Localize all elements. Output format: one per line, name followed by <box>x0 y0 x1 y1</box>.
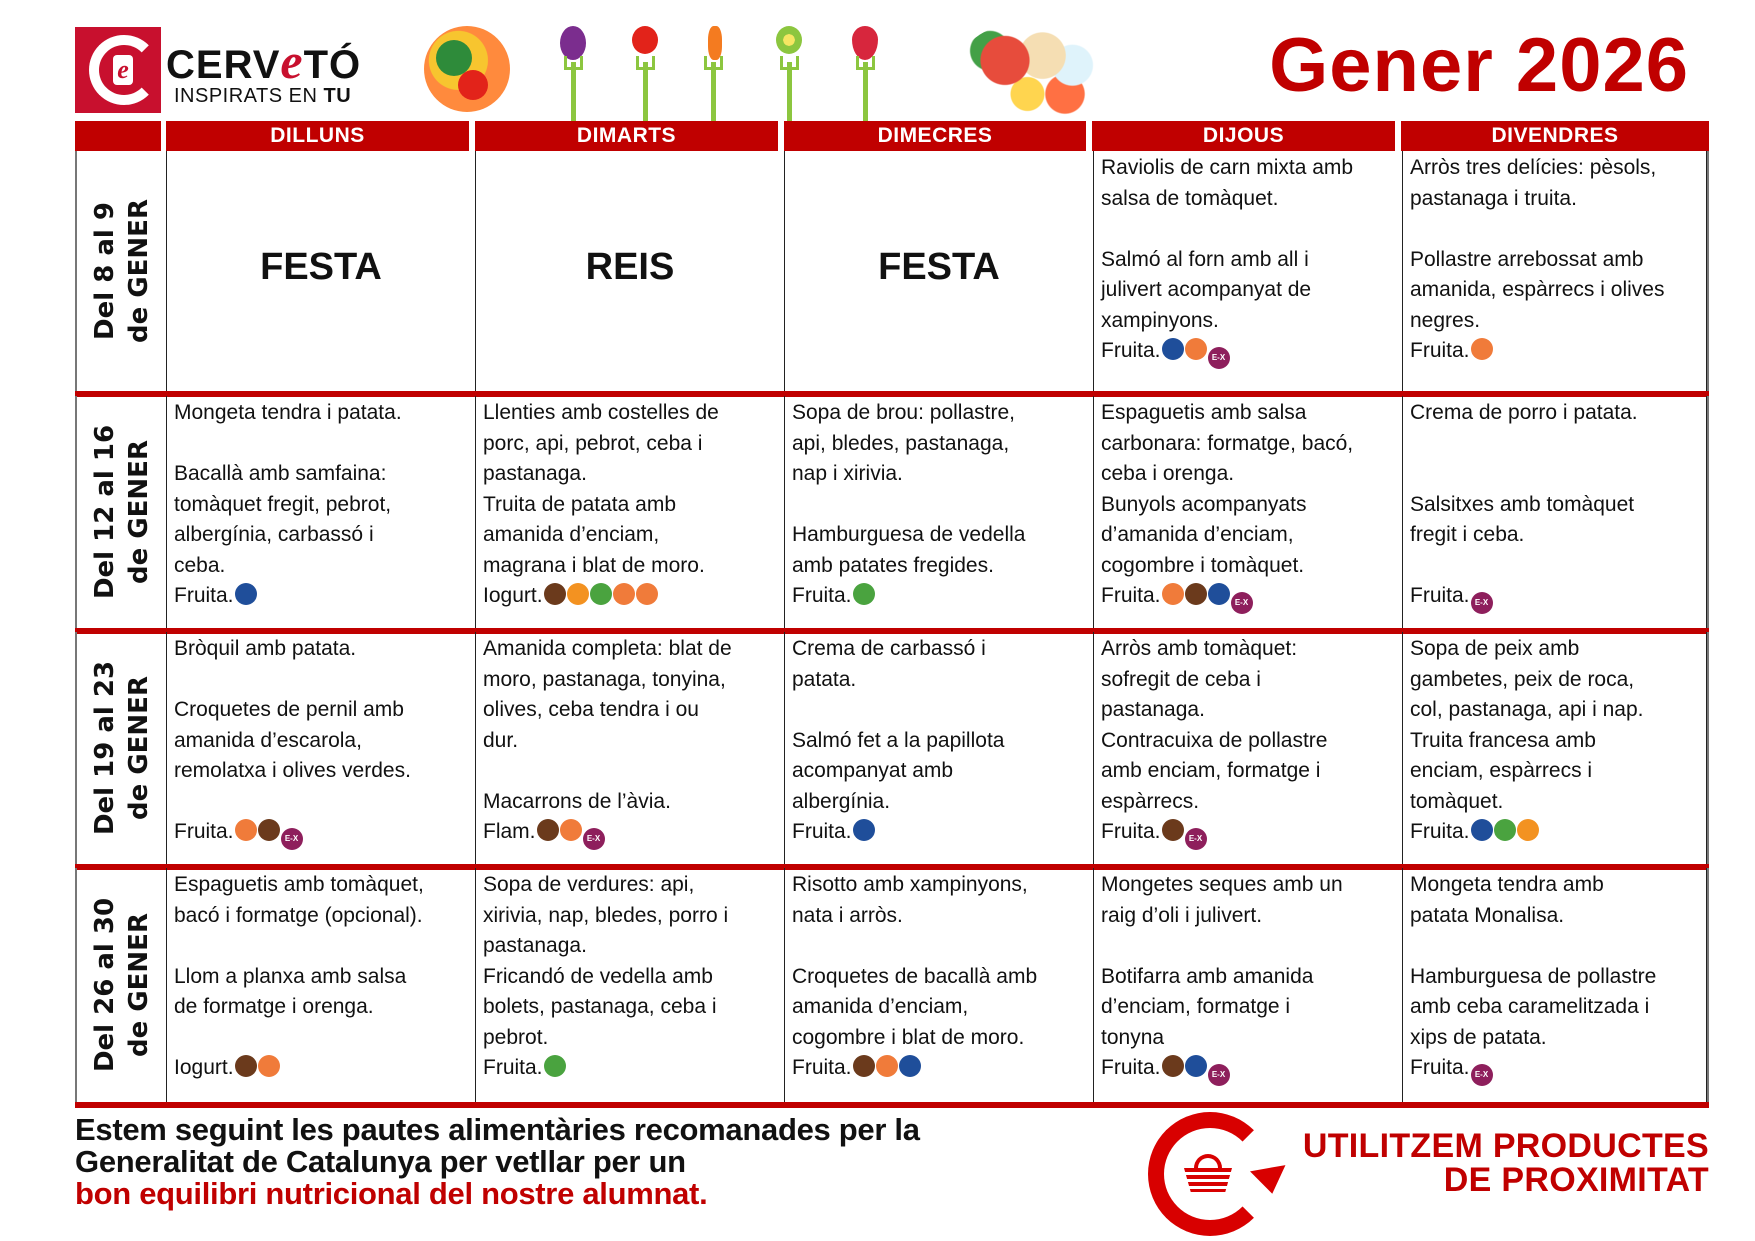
dish-line: porc, api, pebrot, ceba i <box>483 431 703 455</box>
week-row <box>75 632 1709 864</box>
allergen-sulfites-icon: E-X <box>1471 1064 1493 1086</box>
allergen-egg-icon <box>1517 819 1539 841</box>
menu-cell-friday <box>1403 151 1707 391</box>
nutrition-statement <box>75 1114 920 1210</box>
dish-line: Llenties amb costelles de <box>483 401 719 424</box>
dish-line: raig d’oli i julivert. <box>1101 903 1263 927</box>
allergen-milk-icon <box>235 1055 257 1077</box>
allergen-milk-icon <box>853 1055 875 1077</box>
dish-line: julivert acompanyat de <box>1101 278 1312 301</box>
dish-line <box>1410 429 1699 460</box>
menu-cell-thursday <box>1094 151 1403 391</box>
week-row <box>75 396 1709 628</box>
week-label <box>77 151 167 391</box>
allergen-milk-icon <box>1162 819 1184 841</box>
dish-line: Sopa de verdures: api, <box>483 873 695 896</box>
dish-line: Salmó al forn amb all i <box>1101 247 1309 271</box>
dish-line <box>792 931 1086 962</box>
dish-line <box>1410 459 1699 490</box>
dish-line <box>1101 931 1395 962</box>
dessert-line <box>792 581 1086 612</box>
dessert-label: Fruita. <box>1410 1056 1470 1079</box>
dish-line: Risotto amb xampinyons, <box>792 873 1028 896</box>
header-day-friday: DIVENDRES <box>1401 121 1709 151</box>
dessert-label: Fruita. <box>792 820 852 843</box>
week-range: Del 26 al 30 <box>89 897 120 1073</box>
dish-line: Espaguetis amb salsa <box>1101 401 1307 424</box>
allergen-fish-icon <box>1185 1055 1207 1077</box>
menu-cell-thursday <box>1094 868 1403 1102</box>
dessert-label: Flam. <box>483 820 536 843</box>
dish-line: Mongeta tendra amb <box>1410 873 1604 896</box>
dish-line: amb enciam, formatge i <box>1101 759 1321 782</box>
brand-tagline <box>174 85 351 108</box>
header-day-tuesday: DIMARTS <box>475 121 778 151</box>
basket-icon <box>1184 1154 1232 1190</box>
menu-cell-monday <box>167 632 476 864</box>
week-range: Del 19 al 23 <box>89 660 120 836</box>
menu-cell-tuesday <box>476 396 785 628</box>
dish-line: patata Monalisa. <box>1410 903 1565 927</box>
week-row <box>75 151 1709 391</box>
menu-cell-monday <box>167 868 476 1102</box>
week-label-text <box>88 661 156 835</box>
dish-line: Crema de porro i patata. <box>1410 401 1638 424</box>
dish-line: Macarrons de l’àvia. <box>483 789 671 813</box>
week-month: de GENER <box>123 199 154 343</box>
allergen-gluten-icon <box>1471 338 1493 360</box>
dessert-line <box>792 817 1086 848</box>
fork-eggplant-icon <box>558 24 588 124</box>
dish-line: xirivia, nap, bledes, porro i <box>483 903 729 927</box>
dish-line: Croquetes de bacallà amb <box>792 964 1038 988</box>
brand-name <box>166 32 361 90</box>
dish-line: sofregit de ceba i <box>1101 667 1261 691</box>
dish-line: albergínia. <box>792 789 891 813</box>
dessert-line <box>1410 1053 1699 1086</box>
dessert-line <box>1410 817 1699 848</box>
allergen-sulfites-icon: E-X <box>281 828 303 850</box>
menu-cell-tuesday <box>476 151 785 391</box>
menu-cell-monday <box>167 396 476 628</box>
allergen-fish-icon <box>1208 583 1230 605</box>
allergen-gluten-icon <box>1185 338 1207 360</box>
dish-line <box>1410 551 1699 582</box>
dish-line: Pollastre arrebossat amb <box>1410 247 1644 271</box>
menu-cell-friday <box>1403 632 1707 864</box>
dish-line: amanida, espàrrecs i olives <box>1410 278 1665 301</box>
dish-line: Llom a planxa amb salsa <box>174 964 407 988</box>
dish-line: cogombre i tomàquet. <box>1101 553 1305 577</box>
dish-line: Botifarra amb amanida <box>1101 964 1314 988</box>
dish-line <box>1410 931 1699 962</box>
dish-line: tomàquet fregit, pebrot, <box>174 492 392 516</box>
dessert-line <box>1101 1053 1395 1086</box>
table-header <box>75 121 1709 151</box>
week-label-text <box>88 898 156 1072</box>
dish-line <box>174 665 468 696</box>
dish-line: Sopa de peix amb <box>1410 637 1580 660</box>
menu-cell-thursday <box>1094 632 1403 864</box>
dish-line: salsa de tomàquet. <box>1101 186 1279 210</box>
dish-line: nata i arròs. <box>792 903 903 927</box>
statement-line-3: bon equilibri nutricional del nostre alumnat. <box>75 1176 708 1211</box>
dessert-label: Fruita. <box>792 1056 852 1079</box>
holiday-label: REIS <box>585 245 675 288</box>
holiday-label: FESTA <box>878 245 1000 288</box>
dish-line: Raviolis de carn mixta amb <box>1101 156 1354 179</box>
dish-line: Espaguetis amb tomàquet, <box>174 873 424 896</box>
brand-name-prefix: CERV <box>166 43 281 87</box>
menu-cell-thursday <box>1094 396 1403 628</box>
allergen-celery-icon <box>853 583 875 605</box>
dish-line: Hamburguesa de pollastre <box>1410 964 1657 988</box>
dessert-label: Fruita. <box>174 584 234 607</box>
header-corner <box>75 121 161 151</box>
dish-line: tonyna <box>1101 1025 1165 1049</box>
local-products-banner <box>1303 1129 1709 1197</box>
statement-line-1: Estem seguint les pautes alimentàries recomanades per la <box>75 1112 920 1147</box>
menu-cell-wednesday <box>785 868 1094 1102</box>
dish-line: ceba i orenga. <box>1101 462 1235 485</box>
dish-line: gambetes, peix de roca, <box>1410 667 1635 691</box>
allergen-sulfites-icon: E-X <box>1471 592 1493 614</box>
dish-line: d’amanida d’enciam, <box>1101 523 1294 546</box>
local-products-line-1: UTILITZEM PRODUCTES <box>1302 1127 1709 1165</box>
dish-line: Amanida completa: blat de <box>483 637 732 660</box>
dish-line: ceba. <box>174 553 226 577</box>
local-products-line-2: DE PROXIMITAT <box>1443 1161 1709 1199</box>
dessert-label: Fruita. <box>792 584 852 607</box>
food-pile-icon <box>960 22 1110 118</box>
allergen-gluten-icon <box>876 1055 898 1077</box>
dish-line: moro, pastanaga, tonyina, <box>483 667 726 691</box>
allergen-celery-icon <box>1494 819 1516 841</box>
header-day-wednesday: DIMECRES <box>784 121 1086 151</box>
dish-line: amb ceba caramelitzada i <box>1410 995 1650 1018</box>
brand-name-suffix: TÓ <box>303 43 362 87</box>
dessert-line <box>483 1053 777 1084</box>
dish-line: Arròs tres delícies: pèsols, <box>1410 156 1657 179</box>
week-label-text <box>88 199 156 343</box>
dessert-line <box>1101 336 1395 369</box>
allergen-gluten-icon <box>1162 583 1184 605</box>
dessert-label: Fruita. <box>1101 339 1161 362</box>
week-month: de GENER <box>123 676 154 820</box>
dish-line: Crema de carbassó i <box>792 637 986 660</box>
dessert-line <box>174 581 468 612</box>
dish-line: dur. <box>483 728 519 752</box>
dish-line: amb patates fregides. <box>792 553 994 577</box>
dish-line: enciam, espàrrecs i <box>1410 759 1593 782</box>
allergen-milk-icon <box>1162 1055 1184 1077</box>
allergen-fish-icon <box>853 819 875 841</box>
dessert-label: Fruita. <box>1410 339 1470 362</box>
dessert-label: Iogurt. <box>483 584 543 607</box>
dish-line: Hamburguesa de vedella <box>792 523 1026 546</box>
dish-line: Contracuixa de pollastre <box>1101 728 1328 752</box>
dish-line: nap i xirivia. <box>792 462 903 485</box>
dish-line: pastanaga. <box>483 462 587 485</box>
brand-name-e: e <box>280 33 304 89</box>
menu-cell-monday <box>167 151 476 391</box>
dish-line: amanida d’escarola, <box>174 728 362 752</box>
allergen-fish-icon <box>235 583 257 605</box>
dessert-label: Iogurt. <box>174 1056 234 1079</box>
dish-line: Truita de patata amb <box>483 492 676 516</box>
dish-line: Salmó fet a la papillota <box>792 728 1005 752</box>
dish-line <box>1410 214 1699 245</box>
dish-line: de formatge i orenga. <box>174 995 374 1018</box>
allergen-sulfites-icon: E-X <box>1208 1064 1230 1086</box>
dish-line: Truita francesa amb <box>1410 728 1596 752</box>
dish-line <box>792 695 1086 726</box>
dessert-label: Fruita. <box>1410 584 1470 607</box>
dish-line: bolets, pastanaga, ceba i <box>483 995 717 1018</box>
dessert-line <box>483 581 777 612</box>
dish-line: acompanyat amb <box>792 759 954 782</box>
dish-line: magrana i blat de moro. <box>483 553 705 577</box>
tagline-regular: INSPIRATS EN <box>174 85 324 107</box>
dish-line: tomàquet. <box>1410 789 1504 813</box>
menu-cell-wednesday <box>785 632 1094 864</box>
week-label <box>77 868 167 1102</box>
week-month: de GENER <box>123 440 154 584</box>
allergen-gluten-icon <box>258 1055 280 1077</box>
dish-line: espàrrecs. <box>1101 789 1200 813</box>
fork-kiwi-icon <box>774 24 804 124</box>
allergen-sulfites-icon: E-X <box>1185 828 1207 850</box>
dessert-line <box>1101 817 1395 850</box>
row-divider <box>75 1102 1709 1108</box>
dish-line: xips de patata. <box>1410 1025 1547 1049</box>
dish-line: amanida d’enciam, <box>792 995 969 1018</box>
dessert-line <box>792 1053 1086 1084</box>
dish-line: cogombre i blat de moro. <box>792 1025 1025 1049</box>
vegetable-bowl-icon <box>424 26 510 112</box>
week-row <box>75 868 1709 1102</box>
dish-line: amanida d’enciam, <box>483 523 660 546</box>
fork-strawberry-icon <box>850 24 880 124</box>
allergen-milk-icon <box>537 819 559 841</box>
week-month: de GENER <box>123 913 154 1057</box>
menu-cell-wednesday <box>785 396 1094 628</box>
dish-line <box>1101 214 1395 245</box>
allergen-milk-icon <box>544 583 566 605</box>
dish-line: col, pastanaga, api i nap. <box>1410 698 1644 721</box>
allergen-egg-icon <box>567 583 589 605</box>
local-products-basket-icon <box>1148 1112 1278 1236</box>
dish-line: Bunyols acompanyats <box>1101 492 1307 516</box>
dish-line <box>174 787 468 818</box>
week-label-text <box>88 425 156 599</box>
dessert-line <box>1101 581 1395 614</box>
dish-line: patata. <box>792 667 857 691</box>
allergen-fish-icon <box>899 1055 921 1077</box>
dessert-label: Fruita. <box>1410 820 1470 843</box>
week-range: Del 8 al 9 <box>89 202 120 340</box>
dish-line: Bacallà amb samfaina: <box>174 462 387 485</box>
dish-line: Bròquil amb patata. <box>174 637 357 660</box>
dessert-line <box>1410 336 1699 367</box>
dessert-line <box>174 817 468 850</box>
week-label <box>77 396 167 628</box>
allergen-sulfites-icon: E-X <box>1208 347 1230 369</box>
dish-line <box>174 931 468 962</box>
statement-line-2: Generalitat de Catalunya per vetllar per un <box>75 1144 686 1179</box>
dish-line: api, bledes, pastanaga, <box>792 431 1010 455</box>
tagline-bold: TU <box>323 85 352 107</box>
allergen-milk-icon <box>1185 583 1207 605</box>
week-label <box>77 632 167 864</box>
allergen-sulfites-icon: E-X <box>1231 592 1253 614</box>
dish-line: negres. <box>1410 308 1481 332</box>
dessert-label: Fruita. <box>174 820 234 843</box>
allergen-fish-icon <box>1471 819 1493 841</box>
allergen-milk-icon <box>258 819 280 841</box>
menu-cell-friday <box>1403 396 1707 628</box>
dish-line: Fricandó de vedella amb <box>483 964 713 988</box>
allergen-fish-icon <box>1162 338 1184 360</box>
dish-line: bacó i formatge (opcional). <box>174 903 423 927</box>
dish-line: Salsitxes amb tomàquet <box>1410 492 1635 516</box>
arrow-head-icon <box>1250 1165 1290 1197</box>
dessert-label: Fruita. <box>1101 1056 1161 1079</box>
menu-cell-tuesday <box>476 868 785 1102</box>
allergen-gluten-icon <box>613 583 635 605</box>
allergen-gluten-icon <box>560 819 582 841</box>
menu-cell-tuesday <box>476 632 785 864</box>
dish-line: Mongetes seques amb un <box>1101 873 1343 896</box>
dish-line: xampinyons. <box>1101 308 1219 332</box>
dessert-line <box>174 1053 468 1084</box>
dish-line: pastanaga. <box>1101 698 1205 721</box>
dish-line: d’enciam, formatge i <box>1101 995 1291 1018</box>
page-title: Gener 2026 <box>1269 23 1689 108</box>
menu-cell-wednesday <box>785 151 1094 391</box>
dish-line: pebrot. <box>483 1025 549 1049</box>
dessert-label: Fruita. <box>1101 820 1161 843</box>
logo <box>75 27 161 113</box>
allergen-gluten-icon <box>235 819 257 841</box>
dish-line: Arròs amb tomàquet: <box>1101 637 1298 660</box>
fork-carrot-icon <box>698 24 728 124</box>
dessert-line <box>483 817 777 850</box>
dish-line <box>174 429 468 460</box>
allergen-celery-icon <box>590 583 612 605</box>
fork-tomato-icon <box>630 24 660 124</box>
dish-line: olives, ceba tendra i ou <box>483 698 699 721</box>
dish-line: pastanaga i truita. <box>1410 186 1577 210</box>
dessert-label: Fruita. <box>483 1056 543 1079</box>
dish-line: Croquetes de pernil amb <box>174 698 404 721</box>
dish-line: carbonara: formatge, bacó, <box>1101 431 1354 455</box>
dish-line: albergínia, carbassó i <box>174 523 374 546</box>
logo-e-glyph: e <box>113 55 133 85</box>
dessert-line <box>1410 581 1699 614</box>
dish-line: Mongeta tendra i patata. <box>174 401 402 424</box>
dish-line: remolatxa i olives verdes. <box>174 759 411 782</box>
dish-line <box>792 490 1086 521</box>
allergen-sulfites-icon: E-X <box>583 828 605 850</box>
food-illustrations <box>420 16 1120 120</box>
dish-line: Sopa de brou: pollastre, <box>792 401 1015 424</box>
allergen-gluten-icon <box>636 583 658 605</box>
dish-line <box>483 756 777 787</box>
holiday-label: FESTA <box>260 245 382 288</box>
week-range: Del 12 al 16 <box>89 424 120 600</box>
dish-line: pastanaga. <box>483 934 587 957</box>
allergen-celery-icon <box>544 1055 566 1077</box>
menu-cell-friday <box>1403 868 1707 1102</box>
dish-line <box>174 1023 468 1054</box>
header-day-thursday: DIJOUS <box>1092 121 1395 151</box>
dessert-label: Fruita. <box>1101 584 1161 607</box>
header-day-monday: DILLUNS <box>166 121 469 151</box>
dish-line: fregit i ceba. <box>1410 523 1525 546</box>
